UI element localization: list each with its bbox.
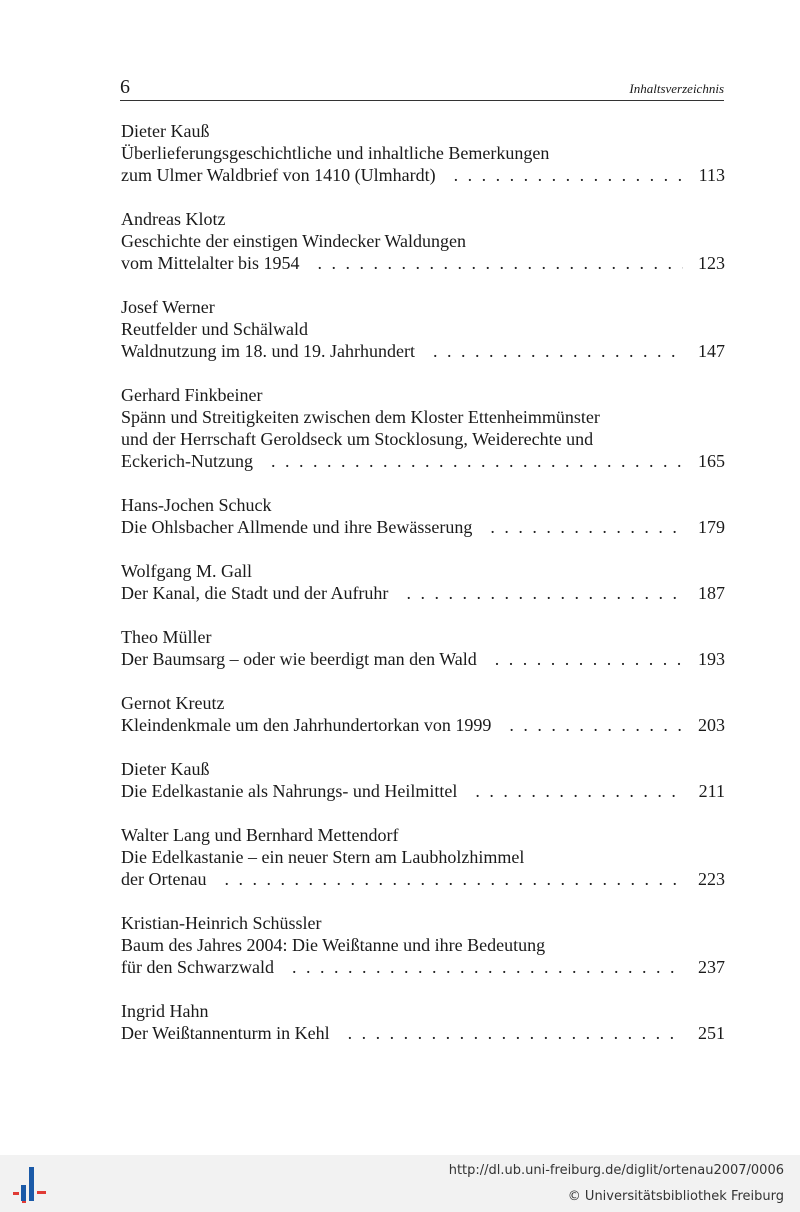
page-header <box>120 76 724 101</box>
toc-author: Dieter Kauß <box>121 121 210 141</box>
toc-title-text: Waldnutzung im 18. und 19. Jahrhundert <box>121 341 416 361</box>
toc-entry <box>121 120 725 186</box>
dot-leader <box>495 648 683 670</box>
toc-page-number: 165 <box>698 451 725 471</box>
toc-title-last-line <box>121 164 725 186</box>
library-logo-icon <box>12 1165 50 1205</box>
toc-page-number: 251 <box>698 1023 725 1043</box>
toc-page-number: 193 <box>698 649 725 669</box>
dot-leader <box>433 340 683 362</box>
toc-entry <box>121 758 725 802</box>
running-head: Inhaltsverzeichnis <box>629 81 724 96</box>
toc-title-last-line <box>121 252 725 274</box>
toc-title-last-line <box>121 956 725 978</box>
toc-entry <box>121 560 725 604</box>
toc-page-number: 203 <box>698 715 725 735</box>
dot-leader <box>292 956 683 978</box>
toc-page-number: 113 <box>698 165 725 185</box>
page-number: 6 <box>120 76 130 98</box>
dot-leader <box>490 516 683 538</box>
dot-leader <box>406 582 683 604</box>
toc-title-line: und der Herrschaft Geroldseck um Stocklosung, Weiderechte und <box>121 429 594 449</box>
toc-title-last-line <box>121 780 725 802</box>
toc-author: Gerhard Finkbeiner <box>121 385 263 405</box>
source-url-link[interactable]: http://dl.ub.uni-freiburg.de/diglit/ortenau2007/0006 <box>448 1163 784 1178</box>
toc-author: Ingrid Hahn <box>121 1001 209 1021</box>
copyright-text: © Universitätsbibliothek Freiburg <box>567 1189 784 1204</box>
toc-title-line: Reutfelder und Schälwald <box>121 319 308 339</box>
toc-page-number: 211 <box>698 781 725 801</box>
toc-entry <box>121 912 725 978</box>
toc-title-text: zum Ulmer Waldbrief von 1410 (Ulmhardt) <box>121 165 436 185</box>
toc-title-line: Spänn und Streitigkeiten zwischen dem Kloster Ettenheimmünster <box>121 407 600 427</box>
toc-title-text: Die Ohlsbacher Allmende und ihre Bewässerung <box>121 517 473 537</box>
toc-title-text: Die Edelkastanie als Nahrungs- und Heilmittel <box>121 781 458 801</box>
toc-entry <box>121 824 725 890</box>
toc-title-text: Eckerich-Nutzung <box>121 451 253 471</box>
dot-leader <box>224 868 683 890</box>
toc-author: Dieter Kauß <box>121 759 210 779</box>
toc-title-text: der Ortenau <box>121 869 207 889</box>
toc-author: Wolfgang M. Gall <box>121 561 253 581</box>
toc-page-number: 123 <box>698 253 725 273</box>
toc-title-last-line <box>121 1022 725 1044</box>
toc-page-number: 237 <box>698 957 725 977</box>
toc-entry <box>121 296 725 362</box>
toc-title-text: Der Baumsarg – oder wie beerdigt man den Wald <box>121 649 477 669</box>
toc-author: Walter Lang und Bernhard Mettendorf <box>121 825 399 845</box>
toc-title-last-line <box>121 714 725 736</box>
toc-entry <box>121 384 725 472</box>
toc-author: Kristian-Heinrich Schüssler <box>121 913 322 933</box>
toc-title-last-line <box>121 340 725 362</box>
toc-title-line: Überlieferungsgeschichtliche und inhaltliche Bemerkungen <box>121 143 550 163</box>
toc-page-number: 147 <box>698 341 725 361</box>
toc-title-text: Der Kanal, die Stadt und der Aufruhr <box>121 583 389 603</box>
toc-page-number: 179 <box>698 517 725 537</box>
toc-title-last-line <box>121 648 725 670</box>
toc-title-line: Die Edelkastanie – ein neuer Stern am Laubholzhimmel <box>121 847 525 867</box>
toc-author: Hans-Jochen Schuck <box>121 495 272 515</box>
toc-entry <box>121 626 725 670</box>
toc-title-last-line <box>121 450 725 472</box>
toc-title-text: Der Weißtannenturm in Kehl <box>121 1023 330 1043</box>
toc-title-text: vom Mittelalter bis 1954 <box>121 253 300 273</box>
toc-page-number: 187 <box>698 583 725 603</box>
dot-leader <box>475 780 683 802</box>
table-of-contents <box>121 120 725 1066</box>
toc-title-line: Geschichte der einstigen Windecker Waldungen <box>121 231 467 251</box>
toc-entry <box>121 208 725 274</box>
dot-leader <box>317 252 683 274</box>
toc-page-number: 223 <box>698 869 725 889</box>
toc-title-text: für den Schwarzwald <box>121 957 274 977</box>
toc-title-last-line <box>121 516 725 538</box>
toc-author: Gernot Kreutz <box>121 693 225 713</box>
toc-title-last-line <box>121 582 725 604</box>
viewer-footer <box>0 1155 800 1212</box>
toc-entry <box>121 1000 725 1044</box>
toc-title-line: Baum des Jahres 2004: Die Weißtanne und ihre Bedeutung <box>121 935 546 955</box>
toc-title-text: Kleindenkmale um den Jahrhundertorkan von 1999 <box>121 715 492 735</box>
toc-author: Theo Müller <box>121 627 212 647</box>
toc-author: Andreas Klotz <box>121 209 226 229</box>
dot-leader <box>271 450 683 472</box>
toc-author: Josef Werner <box>121 297 215 317</box>
dot-leader <box>454 164 683 186</box>
dot-leader <box>509 714 683 736</box>
toc-entry <box>121 494 725 538</box>
toc-title-last-line <box>121 868 725 890</box>
toc-entry <box>121 692 725 736</box>
dot-leader <box>348 1022 683 1044</box>
